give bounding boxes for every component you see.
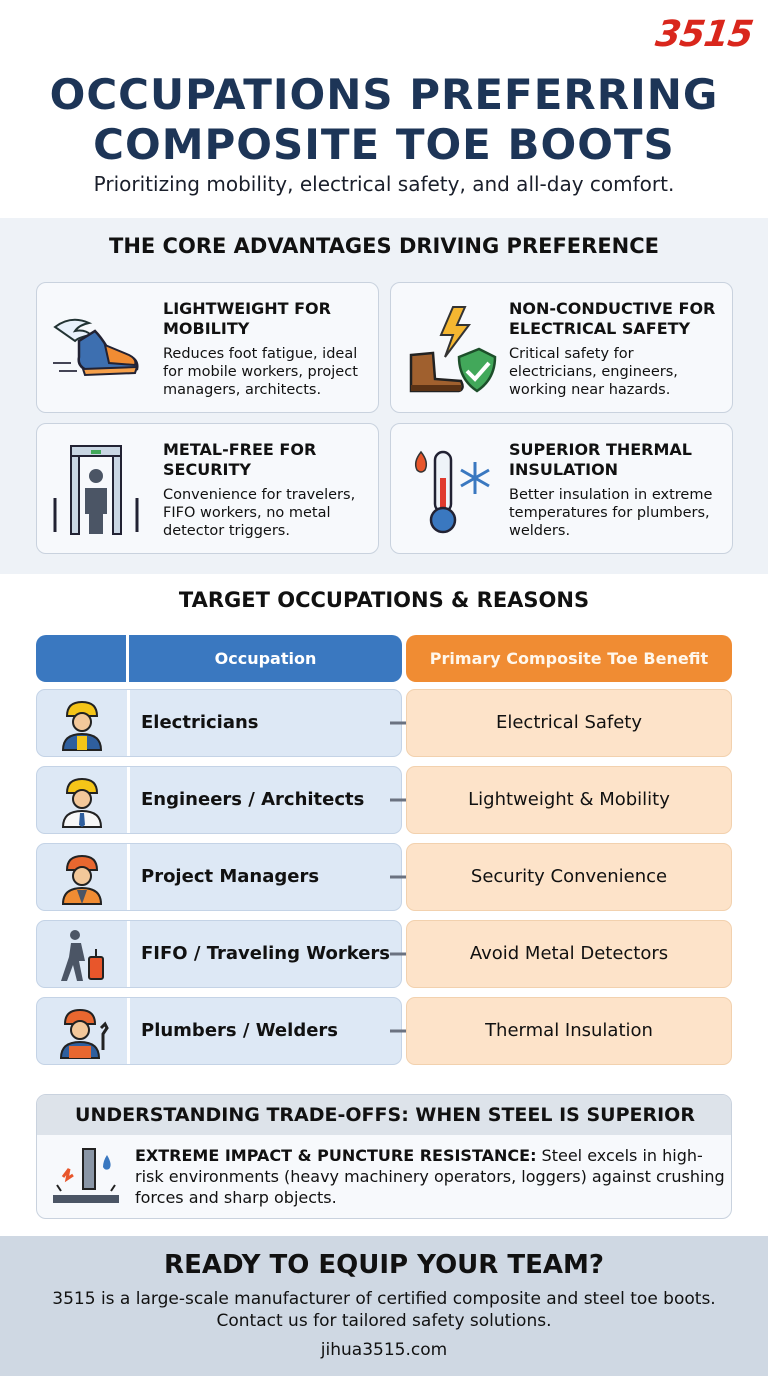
occupation-row (36, 843, 402, 911)
page-subtitle: Prioritizing mobility, electrical safety, and all-day comfort. (93, 172, 675, 196)
thermometer-snowflake-icon (403, 442, 499, 538)
benefit-column-header: Primary Composite Toe Benefit (406, 635, 732, 682)
traveler-icon (55, 927, 109, 983)
benefit-cell: Electrical Safety (406, 689, 732, 757)
advantage-card-thermal (390, 423, 733, 554)
occupation-row (36, 766, 402, 834)
cta-section (0, 1236, 768, 1376)
occupation-name: Engineers / Architects (141, 789, 365, 810)
tradeoffs-bold-lead: EXTREME IMPACT & PUNCTURE RESISTANCE: (135, 1146, 537, 1165)
occupation-name: Project Managers (141, 866, 320, 887)
metal-detector-icon (49, 442, 145, 538)
occupation-name: Plumbers / Welders (141, 1020, 338, 1041)
advantage-description: Critical safety for electricians, engineers, working near hazards. (509, 346, 678, 398)
tradeoffs-body: Steel excels in high-risk environments (heavy machinery operators, loggers) against crushing forces and sharp objects. (135, 1146, 725, 1207)
occupation-column-header (36, 635, 402, 682)
website-link[interactable]: jihua3515.com (320, 1340, 448, 1360)
benefit-cell: Thermal Insulation (406, 997, 732, 1065)
tradeoffs-heading: UNDERSTANDING TRADE-OFFS: WHEN STEEL IS SUPERIOR (37, 1095, 732, 1135)
benefit-cell: Security Convenience (406, 843, 732, 911)
title-line-1: OCCUPATIONS PREFERRING (49, 70, 719, 119)
advantage-title: NON-CONDUCTIVE FOR ELECTRICAL SAFETY (509, 299, 716, 338)
column-divider (127, 844, 130, 910)
advantage-card-lightweight (36, 282, 379, 413)
column-divider (127, 998, 130, 1064)
brand-logo: 3515 (652, 14, 755, 55)
title-line-2: COMPOSITE TOE BOOTS (93, 120, 675, 169)
occupation-row (36, 997, 402, 1065)
project-manager-icon (55, 850, 109, 906)
advantage-title: METAL-FREE FOR SECURITY (163, 440, 317, 479)
tradeoffs-text (135, 1145, 725, 1208)
occupation-name: Electricians (141, 712, 259, 733)
advantage-description: Better insulation in extreme temperatures for plumbers, welders. (509, 487, 713, 539)
column-divider (127, 690, 130, 756)
advantages-heading: THE CORE ADVANTAGES DRIVING PREFERENCE (109, 234, 659, 258)
benefit-cell: Lightweight & Mobility (406, 766, 732, 834)
electrician-icon (55, 696, 109, 752)
tradeoffs-panel (36, 1094, 732, 1219)
winged-boot-icon (49, 301, 145, 397)
advantage-card-non-conductive (390, 282, 733, 413)
occupation-name: FIFO / Traveling Workers (141, 943, 391, 964)
engineer-icon (55, 773, 109, 829)
cta-body: 3515 is a large-scale manufacturer of certified composite and steel toe boots. Contact us for tailored safety solutions. (52, 1289, 716, 1331)
advantage-description: Convenience for travelers, FIFO workers, no metal detector triggers. (163, 487, 356, 539)
advantage-card-metal-free (36, 423, 379, 554)
occupations-heading: TARGET OCCUPATIONS & REASONS (178, 588, 590, 612)
plumber-icon (55, 1004, 109, 1060)
boot-lightning-shield-icon (403, 301, 499, 397)
benefit-cell: Avoid Metal Detectors (406, 920, 732, 988)
occupation-row (36, 920, 402, 988)
column-divider (127, 921, 130, 987)
column-divider (127, 767, 130, 833)
page-title (0, 70, 768, 170)
occupation-column-label: Occupation (214, 649, 317, 668)
occupation-row (36, 689, 402, 757)
advantage-title: SUPERIOR THERMAL INSULATION (509, 440, 692, 479)
advantage-title: LIGHTWEIGHT FOR MOBILITY (163, 299, 331, 338)
impact-icon (51, 1147, 121, 1207)
advantage-description: Reduces foot fatigue, ideal for mobile workers, project managers, architects. (163, 346, 358, 398)
cta-heading: READY TO EQUIP YOUR TEAM? (164, 1250, 604, 1280)
